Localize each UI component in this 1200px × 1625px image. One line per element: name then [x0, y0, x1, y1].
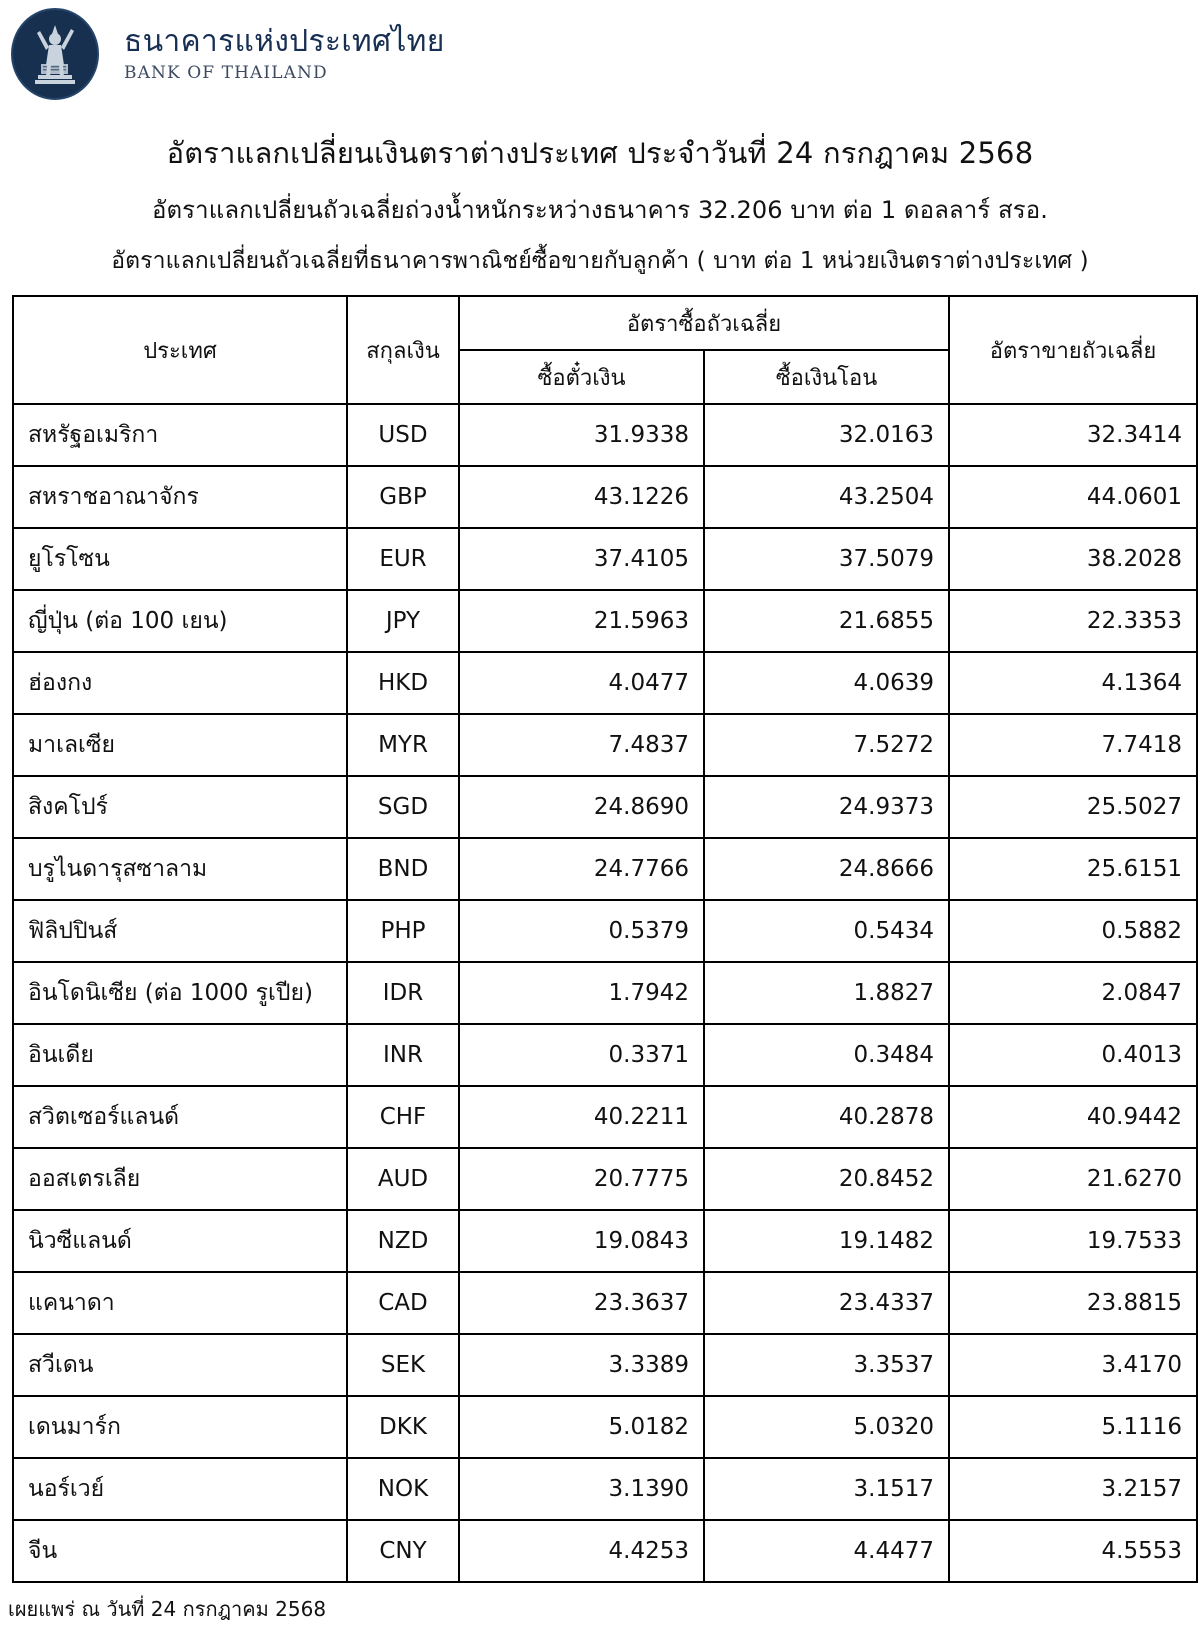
cell-country	[13, 1086, 347, 1148]
cell-currency	[347, 776, 459, 838]
cell-sell	[949, 1334, 1197, 1396]
cell-currency	[347, 590, 459, 652]
cell-buy-bill	[459, 528, 704, 590]
cell-buy-bill-label: 37.4105	[593, 546, 689, 572]
cell-country	[13, 1024, 347, 1086]
cell-buy-transfer-label: 24.8666	[838, 856, 934, 882]
cell-buy-transfer-label: 5.0320	[853, 1414, 934, 1440]
cell-sell-label: 3.2157	[1101, 1476, 1182, 1502]
cell-currency-label: AUD	[377, 1166, 429, 1192]
cell-currency-label: USD	[378, 422, 428, 448]
cell-buy-bill-label: 5.0182	[608, 1414, 689, 1440]
column-header-buy-bill	[459, 350, 704, 404]
cell-buy-bill-label: 0.5379	[608, 918, 689, 944]
column-header-sell	[949, 296, 1197, 404]
column-header-currency-label: สกุลเงิน	[366, 338, 440, 364]
cell-currency	[347, 1024, 459, 1086]
cell-country	[13, 652, 347, 714]
cell-country-label: มาเลเซีย	[28, 732, 115, 758]
cell-buy-transfer	[704, 1458, 949, 1520]
cell-buy-transfer	[704, 900, 949, 962]
cell-buy-bill	[459, 1024, 704, 1086]
cell-buy-bill-label: 19.0843	[593, 1228, 689, 1254]
cell-buy-transfer-label: 40.2878	[838, 1104, 934, 1130]
cell-sell-label: 2.0847	[1101, 980, 1182, 1006]
cell-currency	[347, 714, 459, 776]
cell-country	[13, 900, 347, 962]
page-subtitle-interbank-rate: อัตราแลกเปลี่ยนถัวเฉลี่ยถ่วงน้ำหนักระหว่างธนาคาร 32.206 บาท ต่อ 1 ดอลลาร์ สรอ.	[151, 196, 1049, 224]
cell-country	[13, 1210, 347, 1272]
cell-country	[13, 590, 347, 652]
cell-sell-label: 3.4170	[1101, 1352, 1182, 1378]
cell-currency	[347, 652, 459, 714]
cell-sell-label: 25.6151	[1086, 856, 1182, 882]
cell-country-label: ยูโรโซน	[28, 546, 110, 572]
cell-country	[13, 1272, 347, 1334]
column-header-buy-transfer	[704, 350, 949, 404]
cell-country-label: สวิตเซอร์แลนด์	[28, 1104, 180, 1130]
cell-buy-transfer-label: 32.0163	[838, 422, 934, 448]
cell-buy-transfer	[704, 404, 949, 466]
cell-sell-label: 23.8815	[1086, 1290, 1182, 1316]
cell-sell-label: 4.1364	[1101, 670, 1182, 696]
cell-buy-transfer	[704, 962, 949, 1024]
cell-currency-label: CHF	[379, 1104, 427, 1130]
cell-country	[13, 1458, 347, 1520]
cell-buy-transfer	[704, 1210, 949, 1272]
cell-country-label: ญี่ปุ่น (ต่อ 100 เยน)	[28, 608, 228, 634]
table-row	[13, 528, 1197, 590]
cell-sell	[949, 1210, 1197, 1272]
cell-sell-label: 4.5553	[1101, 1538, 1182, 1564]
cell-buy-transfer-label: 1.8827	[853, 980, 934, 1006]
cell-buy-bill-label: 31.9338	[593, 422, 689, 448]
table-row	[13, 714, 1197, 776]
cell-country-label: นิวซีแลนด์	[28, 1228, 132, 1254]
table-row	[13, 1458, 1197, 1520]
cell-buy-bill	[459, 776, 704, 838]
cell-buy-bill-label: 0.3371	[608, 1042, 689, 1068]
cell-currency	[347, 838, 459, 900]
cell-buy-bill-label: 4.0477	[608, 670, 689, 696]
cell-buy-transfer-label: 3.1517	[853, 1476, 934, 1502]
cell-country-label: นอร์เวย์	[28, 1476, 105, 1502]
cell-buy-bill	[459, 838, 704, 900]
column-header-country	[13, 296, 347, 404]
cell-sell	[949, 1086, 1197, 1148]
cell-country-label: สหราชอาณาจักร	[28, 484, 199, 510]
column-header-currency	[347, 296, 459, 404]
cell-country	[13, 1334, 347, 1396]
cell-sell-label: 22.3353	[1086, 608, 1182, 634]
cell-currency-label: MYR	[378, 732, 428, 758]
cell-buy-transfer	[704, 466, 949, 528]
cell-currency-label: NOK	[377, 1476, 429, 1502]
cell-buy-transfer-label: 43.2504	[838, 484, 934, 510]
cell-buy-transfer	[704, 1272, 949, 1334]
cell-sell	[949, 900, 1197, 962]
cell-currency-label: DKK	[379, 1414, 427, 1440]
cell-country-label: อินเดีย	[28, 1042, 94, 1068]
page-titles	[0, 130, 1200, 279]
cell-currency-label: INR	[383, 1042, 423, 1068]
cell-sell	[949, 962, 1197, 1024]
table-row	[13, 1148, 1197, 1210]
table-row	[13, 776, 1197, 838]
cell-country	[13, 714, 347, 776]
cell-buy-bill-label: 23.3637	[593, 1290, 689, 1316]
brand-name-en: BANK OF THAILAND	[124, 62, 328, 83]
cell-buy-bill	[459, 590, 704, 652]
cell-buy-bill	[459, 1148, 704, 1210]
cell-buy-bill	[459, 404, 704, 466]
cell-currency	[347, 528, 459, 590]
cell-buy-bill	[459, 1210, 704, 1272]
column-header-country-label: ประเทศ	[143, 338, 217, 364]
table-row	[13, 1334, 1197, 1396]
cell-currency	[347, 1520, 459, 1582]
table-row	[13, 962, 1197, 1024]
table-row	[13, 590, 1197, 652]
cell-currency	[347, 1148, 459, 1210]
cell-currency-label: PHP	[380, 918, 426, 944]
exchange-rate-table-container	[12, 295, 1188, 1583]
cell-buy-bill	[459, 900, 704, 962]
cell-buy-bill	[459, 1086, 704, 1148]
cell-country-label: อินโดนิเซีย (ต่อ 1000 รูเปีย)	[28, 980, 313, 1006]
cell-buy-transfer-label: 3.3537	[853, 1352, 934, 1378]
cell-currency-label: BND	[377, 856, 429, 882]
cell-buy-bill	[459, 1272, 704, 1334]
cell-country-label: ออสเตรเลีย	[28, 1166, 141, 1192]
cell-country	[13, 1148, 347, 1210]
cell-buy-transfer-label: 19.1482	[838, 1228, 934, 1254]
cell-currency	[347, 1272, 459, 1334]
cell-currency	[347, 1086, 459, 1148]
cell-buy-bill-label: 7.4837	[608, 732, 689, 758]
cell-sell-label: 38.2028	[1086, 546, 1182, 572]
cell-buy-bill-label: 3.1390	[608, 1476, 689, 1502]
bot-seal-icon	[8, 7, 102, 101]
cell-sell	[949, 590, 1197, 652]
cell-buy-transfer-label: 21.6855	[838, 608, 934, 634]
cell-currency-label: CNY	[379, 1538, 427, 1564]
cell-buy-bill-label: 3.3389	[608, 1352, 689, 1378]
cell-buy-bill-label: 20.7775	[593, 1166, 689, 1192]
cell-country	[13, 528, 347, 590]
cell-buy-bill-label: 40.2211	[593, 1104, 689, 1130]
cell-sell	[949, 1024, 1197, 1086]
cell-buy-transfer-label: 0.3484	[853, 1042, 934, 1068]
brand-text	[124, 23, 445, 83]
table-row	[13, 1086, 1197, 1148]
cell-currency-label: CAD	[378, 1290, 428, 1316]
cell-sell-label: 19.7533	[1086, 1228, 1182, 1254]
cell-buy-bill-label: 21.5963	[593, 608, 689, 634]
cell-currency	[347, 1458, 459, 1520]
cell-country-label: สิงคโปร์	[28, 794, 108, 820]
column-header-sell-label: อัตราขายถัวเฉลี่ย	[989, 338, 1157, 364]
cell-sell	[949, 714, 1197, 776]
cell-sell	[949, 838, 1197, 900]
cell-country-label: ฮ่องกง	[28, 670, 93, 696]
table-row	[13, 838, 1197, 900]
cell-buy-bill	[459, 1520, 704, 1582]
cell-sell	[949, 652, 1197, 714]
cell-buy-transfer	[704, 714, 949, 776]
cell-sell-label: 5.1116	[1101, 1414, 1182, 1440]
cell-buy-transfer-label: 7.5272	[853, 732, 934, 758]
cell-sell-label: 25.5027	[1086, 794, 1182, 820]
cell-sell	[949, 466, 1197, 528]
cell-sell	[949, 1458, 1197, 1520]
cell-buy-transfer-label: 23.4337	[838, 1290, 934, 1316]
page-subtitle-commercial-rate: อัตราแลกเปลี่ยนถัวเฉลี่ยที่ธนาคารพาณิชย์ซื้อขายกับลูกค้า ( บาท ต่อ 1 หน่วยเงินตราต่างประเทศ )	[111, 248, 1089, 274]
cell-buy-transfer-label: 4.4477	[853, 1538, 934, 1564]
cell-sell	[949, 776, 1197, 838]
cell-buy-bill	[459, 652, 704, 714]
table-body	[13, 404, 1197, 1582]
cell-buy-bill	[459, 1396, 704, 1458]
table-row	[13, 1396, 1197, 1458]
cell-sell-label: 40.9442	[1086, 1104, 1182, 1130]
cell-buy-transfer	[704, 1334, 949, 1396]
cell-currency-label: HKD	[377, 670, 429, 696]
cell-buy-transfer	[704, 838, 949, 900]
cell-currency-label: EUR	[379, 546, 427, 572]
cell-buy-transfer	[704, 1148, 949, 1210]
table-row	[13, 1272, 1197, 1334]
column-header-buy-transfer-label: ซื้อเงินโอน	[775, 365, 878, 391]
masthead	[0, 0, 1200, 100]
table-header-row-primary	[13, 296, 1197, 350]
table-row	[13, 404, 1197, 466]
column-header-buy-group-label: อัตราซื้อถัวเฉลี่ย	[626, 311, 782, 337]
cell-buy-bill-label: 4.4253	[608, 1538, 689, 1564]
cell-sell	[949, 528, 1197, 590]
cell-country	[13, 838, 347, 900]
cell-buy-transfer-label: 4.0639	[853, 670, 934, 696]
cell-currency-label: NZD	[377, 1228, 429, 1254]
table-row	[13, 466, 1197, 528]
cell-currency-label: SGD	[377, 794, 429, 820]
cell-buy-transfer-label: 0.5434	[853, 918, 934, 944]
cell-sell	[949, 1396, 1197, 1458]
cell-currency-label: IDR	[382, 980, 424, 1006]
publish-date: เผยแพร่ ณ วันที่ 24 กรกฎาคม 2568	[8, 1597, 327, 1621]
table-row	[13, 900, 1197, 962]
cell-sell-label: 21.6270	[1086, 1166, 1182, 1192]
cell-sell-label: 44.0601	[1086, 484, 1182, 510]
cell-currency	[347, 1334, 459, 1396]
cell-country-label: บรูไนดารุสซาลาม	[28, 856, 208, 882]
cell-country	[13, 1520, 347, 1582]
cell-currency-label: JPY	[385, 608, 421, 634]
cell-currency	[347, 404, 459, 466]
cell-currency-label: SEK	[380, 1352, 426, 1378]
cell-buy-bill-label: 1.7942	[608, 980, 689, 1006]
cell-currency	[347, 900, 459, 962]
cell-country	[13, 404, 347, 466]
cell-buy-bill	[459, 1458, 704, 1520]
cell-buy-transfer	[704, 776, 949, 838]
table-row	[13, 1520, 1197, 1582]
column-header-buy-group	[459, 296, 949, 350]
cell-country-label: สหรัฐอเมริกา	[28, 422, 159, 448]
cell-currency	[347, 1210, 459, 1272]
cell-sell-label: 0.4013	[1101, 1042, 1182, 1068]
cell-buy-transfer	[704, 528, 949, 590]
column-header-buy-bill-label: ซื้อตั๋วเงิน	[537, 365, 626, 391]
cell-country-label: เดนมาร์ก	[28, 1414, 121, 1440]
cell-sell	[949, 1148, 1197, 1210]
cell-country	[13, 1396, 347, 1458]
exchange-rate-table	[12, 295, 1198, 1583]
cell-country	[13, 466, 347, 528]
cell-sell	[949, 1272, 1197, 1334]
cell-currency	[347, 466, 459, 528]
cell-sell	[949, 404, 1197, 466]
table-row	[13, 652, 1197, 714]
cell-country	[13, 962, 347, 1024]
cell-sell	[949, 1520, 1197, 1582]
cell-buy-transfer-label: 24.9373	[838, 794, 934, 820]
cell-buy-bill	[459, 466, 704, 528]
cell-buy-transfer	[704, 652, 949, 714]
cell-sell-label: 32.3414	[1086, 422, 1182, 448]
cell-currency	[347, 1396, 459, 1458]
cell-country-label: จีน	[28, 1538, 58, 1564]
cell-buy-bill	[459, 714, 704, 776]
page-title: อัตราแลกเปลี่ยนเงินตราต่างประเทศ ประจำวันที่ 24 กรกฎาคม 2568	[166, 136, 1034, 170]
brand-name-th: ธนาคารแห่งประเทศไทย	[124, 23, 445, 59]
cell-buy-bill-label: 43.1226	[593, 484, 689, 510]
cell-currency-label: GBP	[379, 484, 427, 510]
cell-buy-transfer-label: 20.8452	[838, 1166, 934, 1192]
cell-sell-label: 0.5882	[1101, 918, 1182, 944]
cell-buy-transfer	[704, 1520, 949, 1582]
cell-country-label: ฟิลิปปินส์	[28, 918, 118, 944]
table-row	[13, 1210, 1197, 1272]
cell-buy-bill-label: 24.7766	[593, 856, 689, 882]
cell-currency	[347, 962, 459, 1024]
cell-country-label: แคนาดา	[28, 1290, 115, 1316]
table-row	[13, 1024, 1197, 1086]
cell-country	[13, 776, 347, 838]
cell-buy-transfer	[704, 590, 949, 652]
cell-buy-transfer-label: 37.5079	[838, 546, 934, 572]
cell-buy-transfer	[704, 1024, 949, 1086]
table-head	[13, 296, 1197, 404]
cell-buy-transfer	[704, 1396, 949, 1458]
cell-buy-bill-label: 24.8690	[593, 794, 689, 820]
cell-buy-transfer	[704, 1086, 949, 1148]
cell-sell-label: 7.7418	[1101, 732, 1182, 758]
cell-buy-bill	[459, 962, 704, 1024]
cell-country-label: สวีเดน	[28, 1352, 94, 1378]
cell-buy-bill	[459, 1334, 704, 1396]
